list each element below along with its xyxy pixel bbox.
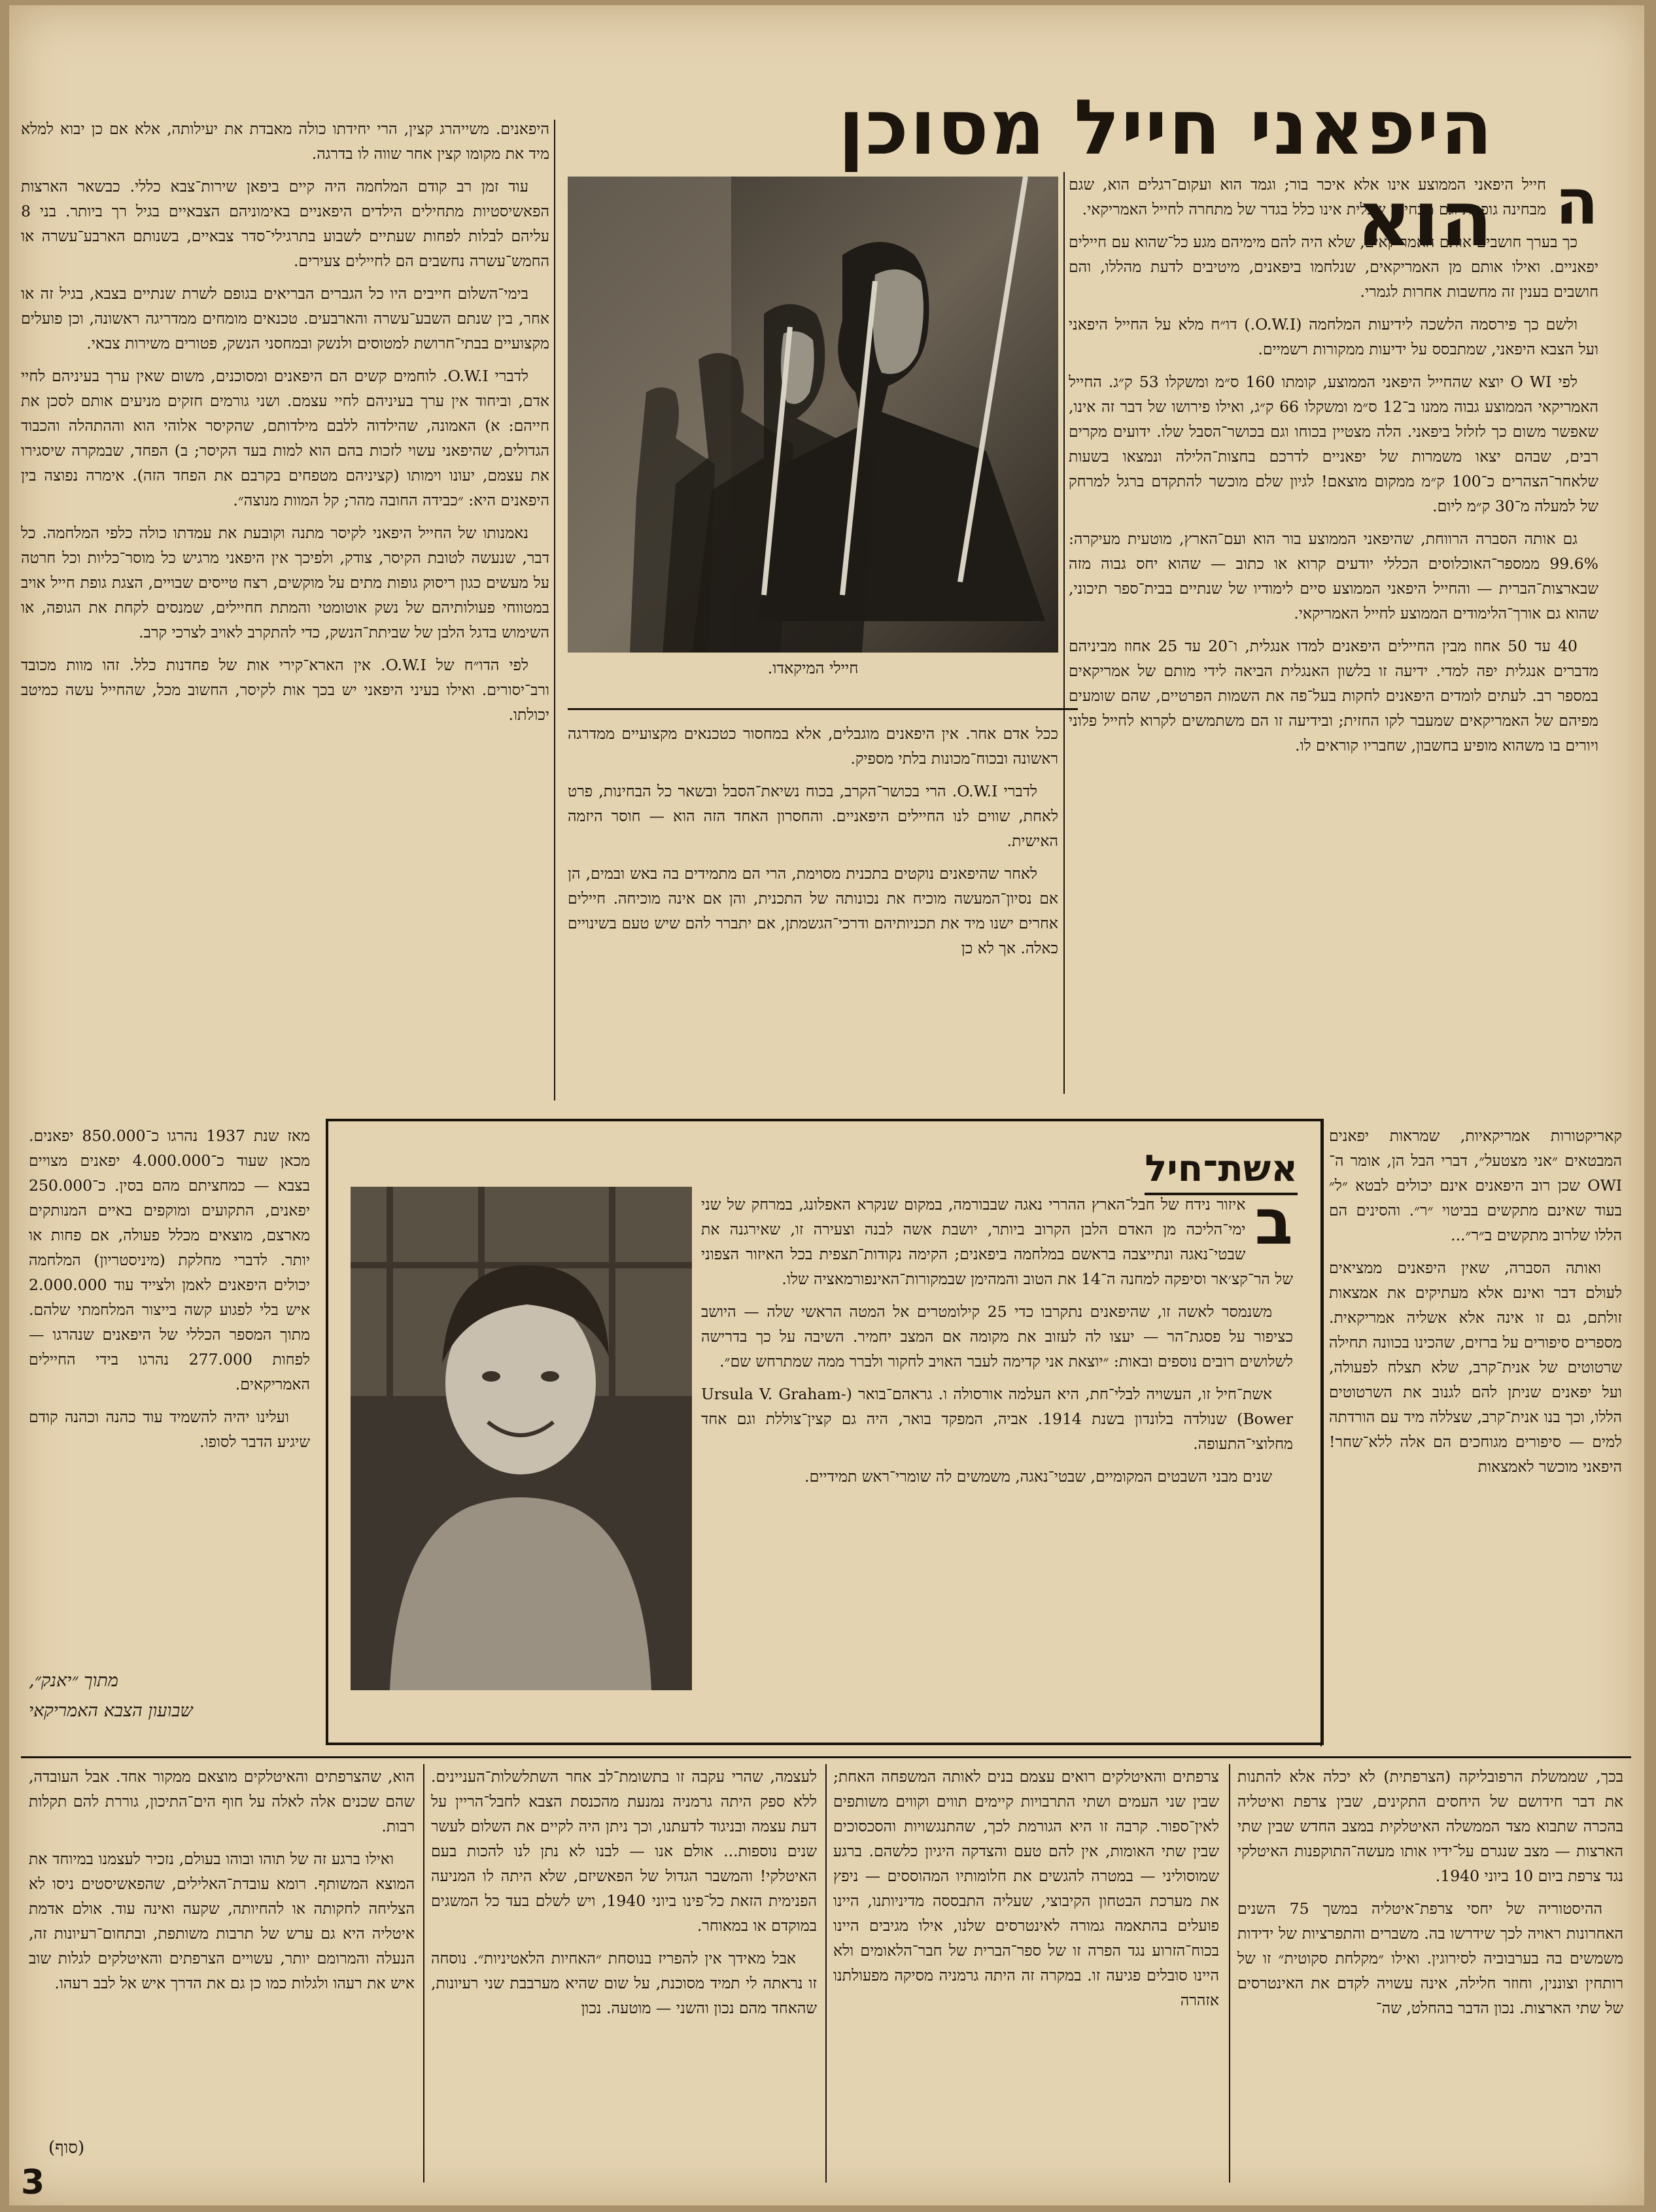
divider-line — [423, 1764, 424, 2183]
bottom-column-4 — [29, 1764, 415, 2130]
bottom-column-2 — [833, 1764, 1219, 2169]
paragraph: קאריקטורות אמריקאיות, שמראות יפאנים המבטאים ״אני מצטעל״, דברי הבל הן, אומר ה־ OWI שכן רוב היפאנים אינם יכולים לבטא ״ל״ בעוד שאינם מתקשים בביטוי ״ר״. והסינים הם הללו שלרוב מתקשים ב״ר״... — [1329, 1127, 1622, 1244]
boxed-story — [326, 1119, 1324, 1745]
paragraph: אשת־חיל זו, העשויה לבלי־חת, היא העלמה אורסולה ו. גראהם־בואר (Ursula V. Graham-Bower) שנולדה בלונדון בשנת 1914. אביה, המפקד בואר, היה גם קצין־צוללת וגם אחד מחלוצי־התעופה. — [701, 1385, 1293, 1453]
article-right-column — [1069, 172, 1598, 1094]
paragraph: לפי O WI יוצא שהחייל היפאני הממוצע, קומתו 160 ס״מ ומשקלו 53 ק״ג. החייל האמריקאי הממוצע גבוה ממנו ב־12 ס״מ ומשקלו 66 ק״ג, ואילו פירושו של דבר זה אינו, שאפשר משום כך לזלזל ביפאני. הלה מצטיין בכוחו וגם בכושר־הסבל שלו. ידועים מקרים רבים, שבהם יצאו משמרות של יפאניים לדרכם בחצות־הלילה ונמצאו בשעות שלאחר־הצהרים כ־100 ק״מ ממקום מוצאם! לגיון שלם מוכשר להתקדם ברגל למרחק של למעלה מ־30 ק״מ ליום. — [1069, 373, 1598, 515]
divider-line — [568, 708, 1078, 710]
paragraph: בכך, שממשלת הרפובליקה (הצרפתית) לא יכלה אלא להתנות את דבר חידושם של היחסים התקינים, שבין צרפת ואיטליה בהכרה שתבוא מצד הממשלה האיטלקית במצב החדש שבין שתי הארצות — מצב שנגרם על־ידיו אותו מעשה־התוקפנות האיטלקי נגד צרפת ביום 10 ביוני 1940. — [1237, 1767, 1623, 1885]
soldiers-photo-image — [568, 177, 1058, 653]
article-bottom-left-column — [29, 1123, 310, 1659]
paragraph: משנמסר לאשה זו, שהיפאנים נתקרבו כדי 25 קילומטרים אל המטה הראשי שלה — היושב כציפור על פסגת־הר — יעצו לה לעזוב את מקומה אם המצב יחמיר. השיבה על כך בדרישה לשלושים רובים נוספים ובאות: ״יוצאת אני קדימה לעבר האויב לחקור ולברר ממה שמתרחש שם״. — [701, 1302, 1293, 1370]
sidebar-column — [1329, 1123, 1622, 1744]
paragraph: כך בערך חושבים אותם האמריקאים, שלא היה להם מימיהם מגע כל־שהוא עם חיילים יפאניים. ואילו אותם מן האמריקאים, שנלחמו ביפאנים, מיטיבים לדעת מהללו, והם חושבים בענין זה מחשבות אחרות לגמרי. — [1069, 233, 1598, 301]
paragraph: לעצמה, שהרי עקבה זו בתשומת־לב אחר השתלשלות־העניינים. ללא ספק היתה גרמניה נמנעת מהכנסת הצבא לחבל־הריין על דעת עצמה ובניגוד לדעתנו, וכך ניתן היה לקיים את השלום לעשר שנים נוספות... אולם אנו — לבנו לא נתן לנו להכות בעם האיטלקי! והמשבר הגדול של הפאשיזם, שלא היתה לו המניעה הפנימית הזאת כל־פינו ביוני 1940, ויש לשלם בעד כל המשגים במוקדם או במאוחר. — [431, 1767, 817, 1935]
divider-line — [1320, 1119, 1322, 1746]
box-title: אשת־חיל — [1145, 1148, 1298, 1195]
paragraph: 40 עד 50 אחוז מבין החיילים היפאנים למדו אנגלית, ו־20 עד 25 אחוז מביניהם מדברים אנגלית יפה למדי. ידיעה זו בלשון האנגלית הביאה לידי מותם של אמריקאים במספר רב. לעתים לומדים היפאנים לחקות בעל־פה את השמות הפרטיים, שהם שומעים מפיהם של האמריקאים שמעבר לקו החזית; ובידיעה זו הם משתמשים לקרוא לחייל פלוני ויורים בו משהוא מופיע בחשבון, שחבריו קוראים לו. — [1069, 637, 1598, 755]
paragraph: צרפתים והאיטלקים רואים עצמם בנים לאותה המשפחה האחת; שבין שני העמים ושתי התרבויות קיימים תווים וקווים משותפים לאין־ספור. קרבה זו היא הגורמת לכך, שהתנגשויות והסכסוכים שבין שתי האומות, אין להם טעם והצדקה היגיון כלשהם. ברגע שמוסוליני — במטרה להגשים את חלומותיו המהוססים — ניפץ את מערכת הבטחון הקיבוצי, שעליה התבססה מדיניותנו, היינו פועלים בהתאמה גמורה לאינטרסים שלנו, אילו מגיבים היינו בכוח־הזרוע נגד הפרה זו של ספר־הברית של חבר־הלאומים ולא היינו סובלים פגיעה זו. במקרה זה היתה גרמניה מסיקה מפעולתנו אזהרה — [833, 1767, 1219, 2009]
divider-line — [1229, 1764, 1230, 2183]
paragraph: לאחר שהיפאנים נוקטים בתכנית מסוימת, הרי הם מתמידים בה באש ובמים, הן אם נסיון־המעשה מוכיח את נכונותה של התכנית, והן אם אינה מוכיחה. חיילים אחרים ישנו מיד את תכניותיהם ודרכי־הגשמתן, אם יתברר להם שיש טעם בשינויים כאלה. אך לא כן — [568, 864, 1058, 957]
paragraph: בימי־השלום חייבים היו כל הגברים הבריאים בגופם לשרת שנתיים בצבא, בגיל זה או אחר, בין שנתם השבע־עשרה והארבעים. טכנאים מומחים ממדריגה ראשונה, וכן פועלים מקצועיים בבתי־חרושת למטוסים ולנשק ובמחסני הנשק, פטורים משירות צבאי. — [21, 284, 549, 352]
paragraph: ההיסטוריה של יחסי צרפת־איטליה במשך 75 השנים האחרונות ראויה לכך שידרשו בה. משברים והתפרציות של ידידות משמשים בה בערבוביה לסירוגין. ואילו ״מקלחת סקוטית״ זו של רותחין וצוננין, וחוזר חלילה, אינה עשויה לקדם את האינטרסים של שתי הארצות. נכון הדבר בהחלט, שה־ — [1237, 1899, 1623, 2017]
paragraph: לדברי O.W.I. לוחמים קשים הם היפאנים ומסוכנים, משום שאין ערך בעיניהם לחיי אדם, וביחוד אין ערך בעיניהם לחיי עצמם. ושני גורמים חזקים מניעים אותם לסכן את חייהם: א) האמונה, שהילדוה ללבם מילדותם, שהקיסר אלוהי הוא וההתהלה והכבוד הגדולים, שהיפאני עשוי לזכות בהם הוא למות בעד הקיסר; ב) הפחד, שבמקרה שיסגירו את עצמם, יעונו וימותו (קציניהם מטפחים בקרבם את הפחד הזה). אימרה נפוצה בין היפאנים היא: ״כבידה החובה מהר; קל המוות מנוצה״. — [21, 367, 549, 509]
article-left-column — [21, 116, 549, 1114]
credit-line: מתוך ״יאנק״, — [29, 1671, 118, 1691]
soldiers-photo — [568, 177, 1058, 653]
page-number: 3 — [21, 2163, 45, 2202]
paragraph: ואותה הסברה, שאין היפאנים ממציאים לעולם דבר ואינם אלא מעתיקים את אמצאות זולתם, גם זו אינה אלא אשליה אמריקאית. מספרים סיפורים על ברזים, שהכינו בכוונה תחילה שרטוטים של אנית־קרב, שלא תצלח לפעולה, ועל יפאנים שניתן להם לגנוב את השרטוטים הללו, וכך בנו אנית־קרב, שצללה מיד עם הורדתה למים — סיפורים מגוחכים הם אלה ללא־שחר! היפאני מוכשר לאמצאות — [1329, 1259, 1622, 1476]
photo-caption: חיילי המיקאדו. — [767, 659, 859, 677]
box-text — [701, 1192, 1293, 1728]
magazine-page — [9, 5, 1644, 2205]
paragraph: עוד זמן רב קודם המלחמה היה קיים ביפאן שירות־צבא כללי. כבשאר הארצות הפאשיסטיות מתחילים הילדים היפאניים באימוניהם הצבאיים בגיל רך ביותר. בני 8 עליהם לבלות לפחות שעתיים לשבוע בתרגילי־סדר צבאיים, בשנותם הארבע־עשרה או החמש־עשרה נחשבים הם לחיילים צעירים. — [21, 177, 549, 270]
paragraph: ואילו ברגע זה של תוהו ובוהו בעולם, נזכיר לעצמנו במיוחד את המוצא המשותף. רומא עובדת־האלילים, שהפאשיסטים ניסו לא הצליחה לחקותה או להחיותה, שקעה ואינה עוד. אולם אדמת איטליה היא גם ערש של תרבות משותפת, ובתחום־רעיונות זה, הנעלה והמרומם יותר, עשויים הצרפתים והאיטלקים לגלות שוב איש את רעהו ולגלות כמו כן גם את הדרך איש אל לבב רעהו. — [29, 1850, 415, 1992]
paragraph: היפאנים. משייהרג קצין, הרי יחידתו כולה מאבדת את יעילותה, אלא אם כן יבוא למלא מיד את מקומו קצין אחר שווה לו בדרגה. — [21, 120, 549, 163]
bottom-column-3 — [431, 1764, 817, 2169]
divider-line — [1063, 172, 1065, 1094]
paragraph: גם אותה הסברה הרווחת, שהיפאני הממוצע בור הוא ועם־הארץ, מוטעית מעיקרה: 99.6% ממספר־האוכלוסים הכללי יודעים קרוא או כתוב — שהוא יחס גבוה מזה שבארצות־הברית — והחייל היפאני הממוצע סיים לימודיו של שנתיים בבית־ספר תיכוני, שהוא גם אורך־הלימודים הממוצע לחייל האמריקאי. — [1069, 530, 1598, 622]
end-mark: (סוף) — [48, 2138, 85, 2158]
paragraph: חייל היפאני הממוצע אינו אלא איכר בור; וגמד הוא ועקום־רגלים הוא, שגם מבחינה גופנית וגם מבחינה שכלית אינו כלל בגדר של מתחרה לחייל האמריקאי. — [1069, 175, 1547, 218]
paragraph: לדברי O.W.I. הרי בכושר־הקרב, בכוח נשיאת־הסבל ובשאר כל הבחינות, פרט לאחת, שווים לנו החיילים היפאניים. והחסרון האחד הזה הוא — חוסר היזמה האישית. — [568, 782, 1058, 850]
paragraph: אבל מאידך אין להפריז בנוסחת ״האחיות הלאטיניות״. נוסחה זו נראתה לי תמיד מסוכנת, על שום שהיא מערבבת שני רעיונות, שהאחד מהם נכון והשני — מוטעה. נכון — [431, 1949, 817, 2017]
paragraph: איזור נידח של חבל־הארץ ההררי נאגה שבבורמה, במקום שנקרא האפלונג, במרחק של שני ימי־הליכה מן האדם הלבן הקרוב ביותר, יושבת אשה לבנה וצעירה זו, שאירגנה את שבטי־נאגה ונתייצבה בראשם במלחמה ביפאנים; הקימה נקודות־תצפית בכל האיזור הצפוני של הר־קצ׳אר וסיפקה למחנה ה־14 את הטוב והמהימן שבמקורות־האינפורמאציה שלו. — [701, 1195, 1293, 1288]
paragraph: ככל אדם אחר. אין היפאנים מוגבלים, אלא במחסור כטכנאים מקצועיים ממדרגה ראשונה ובכוח־מכונות בלתי מספיק. — [568, 724, 1058, 768]
paragraph: שנים מבני השבטים המקומיים, שבטי־נאגה, משמשים לה שומרי־ראש תמידיים. — [804, 1467, 1272, 1486]
paragraph: נאמנותו של החייל היפאני לקיסר מתנה וקובעת את עמדתו כולה כלפי המלחמה. כל דבר, שנעשה לטובת הקיסר, צודק, ולפיכך אין היפאני מרגיש כל מוסר־כליות וכל חרטה על מעשים כגון ריסוק גופות מתים על מוקשים, רצח טייסים שבויים, הצגת גופת חייל אויב במטווחי פעולותיהם של נשק אוטומטי והמתת חחיילים, שמנסים לקחת את הגופה, או השימוש בדגל הלבן של שביתת־הנשק, כדי להתקרב לאויב לצרכי קרב. — [21, 524, 549, 641]
paragraph: לפי הדו״ח של O.W.I. אין הארא־קירי אות של פחדנות כלל. זהו מוות מכובד ורב־יסורים. ואילו בעיני היפאני יש בכך אות לקיסר, החשוב מכל, שהחייל עשה כמיטב יכולתו. — [21, 656, 549, 724]
paragraph: הוא, שהצרפתים והאיטלקים מוצאם ממקור אחד. אבל העובדה, שהם שכנים אלה לאלה על חוף הים־התיכון, גוררת להם תקלות רבות. — [29, 1767, 415, 1835]
article-middle-column — [568, 721, 1058, 1100]
bottom-column-1 — [1237, 1764, 1623, 2169]
divider-line — [21, 1756, 1631, 1758]
paragraph: ועלינו יהיה להשמיד עוד כהנה וכהנה קודם שיגיע הדבר לסופו. — [29, 1408, 310, 1451]
drop-cap: ה — [1555, 172, 1598, 239]
woman-portrait-photo — [351, 1187, 692, 1690]
source-credit — [29, 1666, 310, 1726]
divider-line — [554, 120, 555, 1100]
paragraph: מאז שנת 1937 נהרגו כ־850.000 יפאנים. מכאן שעוד כ־4.000.000 יפאנים מצויים בצבא — כמחציתם מהם בסין. כ־250.000 יפאנים, התקועים ומוקפים באיים המנותקים מארצם, מוצאים מכלל פעולה, אם פחות או יותר. לדברי מחלקת (מיניסטריון) המלחמה יכולים היפאנים לאמן ולצייד עוד 2.000.000 איש בלי לפגוע קשה בייצור המלחמתי שלהם. מתוך המספר הכללי של היפאנים שנהרגו — לפחות 277.000 נהרגו בידי החיילים האמריקאים. — [29, 1127, 310, 1393]
woman-portrait-image — [351, 1187, 692, 1690]
drop-cap: ב — [1254, 1192, 1293, 1259]
article-headline: היפאני חייל מסוכן הוא — [838, 84, 1494, 264]
divider-line — [825, 1764, 827, 2183]
credit-line: שבועון הצבא האמריקאי — [29, 1701, 193, 1721]
paragraph: ולשם כך פירסמה הלשכה לידיעות המלחמה (O.W.I.) דו״ח מלא על החייל היפאני ועל הצבא היפאני, שמתבסס על ידיעות ממקורות רשמיים. — [1069, 315, 1598, 358]
